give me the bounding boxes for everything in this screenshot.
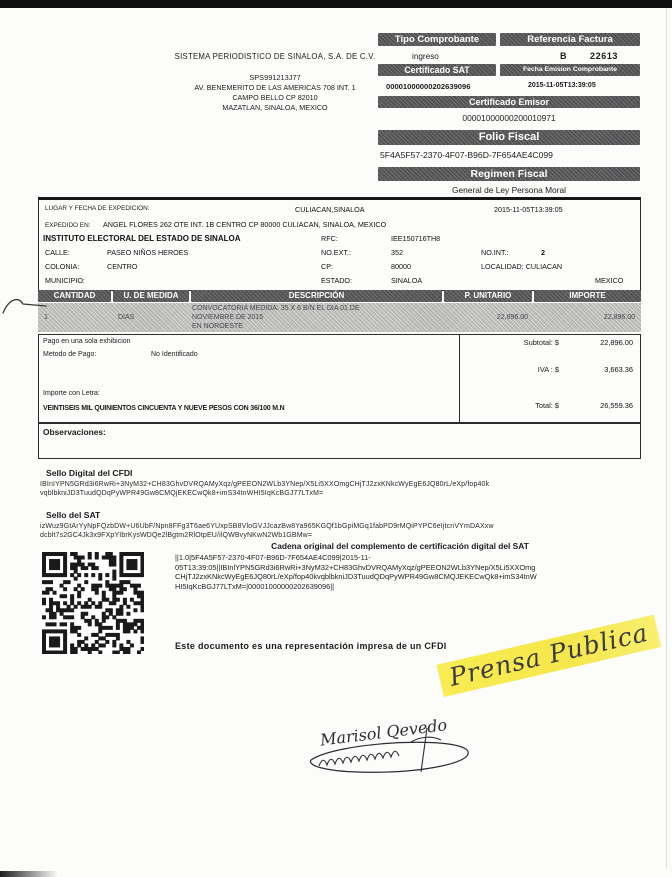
observaciones-label: Observaciones: — [43, 427, 106, 437]
items-table-header — [38, 290, 641, 302]
table-row — [38, 303, 641, 332]
emisor-address3: MAZATLAN, SINALOA, MEXICO — [222, 103, 328, 112]
noint-label: NO.INT.: — [481, 248, 509, 257]
stamp-text: Prensa Publica — [437, 615, 662, 697]
regimen-fiscal-value: General de Ley Persona Moral — [451, 185, 567, 195]
folio-fiscal-value: 5F4A5F57-2370-4F07-B96D-7F654AE4C099 — [380, 150, 553, 160]
item-cantidad: 1 — [44, 314, 48, 321]
cp-label: CP: — [321, 262, 333, 271]
col-unidad: U. DE MEDIDA — [113, 290, 189, 302]
emisor-address1: AV. BENEMERITO DE LAS AMERICAS 708 INT. 1 — [194, 83, 356, 92]
cadena-line2: 05T13:39:05||IBInlYPN5GRd3i6RwRi+3NyM32+CH83GhvDVRQAMyXqz/gPEEON2WLb3YNep/X5Li5XXOmg — [175, 562, 536, 572]
fiscal-block — [378, 33, 640, 195]
sello-cfdi-line2: vqblbkniJD3TuudQDqPyWPR49Gw8CMQjEKECwQk8+imS34tnWHI5IqKcBGJ77LTxM= — [40, 490, 324, 497]
item-descripcion-l3: EN NOROESTE — [192, 323, 243, 330]
importe-letra-label: Importe con Letra: — [43, 390, 100, 397]
item-p-unitario: 22,896.00 — [496, 314, 528, 321]
lugar-fecha-label: LUGAR Y FECHA DE EXPEDICION: — [45, 205, 150, 212]
calle-value: PASEO NIÑOS HEROES — [107, 248, 189, 257]
emisor-block — [140, 52, 410, 112]
emisor-name: SISTEMA PERIODISTICO DE SINALOA, S.A. DE C.V. — [174, 52, 376, 61]
expedido-en-label: EXPEDIDO EN: — [45, 222, 91, 229]
receptor-box — [38, 197, 641, 291]
total-value: 26,559.36 — [600, 401, 633, 410]
fecha-emision-header: Fecha Emision Comprobante — [500, 64, 640, 76]
col-descripcion: DESCRIPCIÓN — [191, 290, 442, 302]
forma-pago-value: Pago en una sola exhibicion — [43, 338, 131, 345]
cp-value: 80000 — [391, 262, 411, 271]
referencia-serie: B — [560, 51, 567, 61]
noint-value: 2 — [541, 248, 545, 257]
scan-right-edge-line — [666, 8, 667, 868]
iva-value: 3,663.36 — [604, 365, 633, 374]
col-cantidad: CANTIDAD — [38, 290, 111, 302]
subtotal-label: Subtotal: $ — [523, 338, 559, 347]
cadena-title: Cadena original del complemento de certificación digital del SAT — [271, 541, 529, 551]
col-importe: IMPORTE — [534, 290, 641, 302]
certificado-sat-header: Certificado SAT — [378, 64, 496, 76]
estado-value: SINALOA — [391, 276, 423, 285]
metodo-pago-label: Metodo de Pago: — [43, 351, 97, 358]
cadena-block — [175, 553, 643, 591]
stamp-container — [438, 617, 672, 710]
fecha-expedicion-value: 2015-11-05T13:39:05 — [494, 205, 563, 214]
referencia-factura-header: Referencia Factura — [500, 33, 640, 46]
item-descripcion-l1: CONVOCATORIA MEDIDA: 35 X 6 B/N EL DIA 01 DE — [192, 305, 360, 312]
emisor-rfc: SPS991213J77 — [249, 73, 301, 82]
fecha-emision-value: 2015-11-05T13:39:05 — [528, 82, 596, 89]
cadena-line4: HI5IqKcBGJ77LTxM=|00001000000202639096|| — [175, 581, 335, 591]
signature-name-text: Marisol Qevedo — [319, 715, 449, 750]
colonia-value: CENTRO — [107, 262, 138, 271]
rfc-label: RFC: — [321, 234, 338, 243]
handwritten-margin-mark — [0, 293, 50, 321]
lugar-fecha-value: CULIACAN,SINALOA — [295, 205, 365, 214]
certificado-sat-value: 00001000000202639096 — [386, 82, 471, 91]
noext-value: 352 — [391, 248, 403, 257]
cadena-line3: CHjTJ2zxKNkcWyEgE6JQ80rL/eXp/fop40kvqblbkniJD3TuudQDqPyWPR49Gw8CMQJEKECwQk8+imS34tnW — [175, 572, 537, 582]
estado-label: ESTADO: — [321, 276, 353, 285]
cadena-line1: ||1.0|5F4A5F57-2370-4F07-B96D-7F654AE4C099|2015-11- — [175, 553, 371, 562]
sello-sat-line2: dcblt7s2GC4Jk3x9FXpYIbrKysWDQe2lBgtm2RlOtpEU/ilQWBvyNKwN2Wb1GBMw= — [40, 532, 313, 539]
qr-code — [42, 552, 144, 654]
certificado-emisor-header: Certificado Emisor — [378, 96, 640, 108]
sello-sat-line1: izWuz9GtArYyNpFQzbDW+U6UbF/Npn8FFg3T6ae6YUxpSB8VloGVJJcazBw8Ya965KGQf1bGpiMGq1fabPD9rMQiPYPC6eIjtcnVYmDAXxw — [40, 523, 494, 530]
col-p-unitario: P. UNITARIO — [444, 290, 532, 302]
subtotal-value: 22,896.00 — [600, 338, 633, 347]
folio-fiscal-header: Folio Fiscal — [378, 130, 640, 145]
regimen-fiscal-header: Regimen Fiscal — [378, 167, 640, 181]
observaciones-box — [38, 423, 641, 459]
referencia-folio: 22613 — [590, 51, 619, 61]
total-label: Total: $ — [535, 401, 559, 410]
scan-top-black-bar — [0, 0, 672, 8]
totals-divider — [459, 335, 460, 422]
sello-cfdi-title: Sello Digital del CFDI — [46, 468, 133, 478]
tipo-comprobante-header: Tipo Comprobante — [378, 33, 496, 46]
noext-label: NO.EXT.: — [321, 248, 351, 257]
item-importe: 22,896.00 — [603, 314, 635, 321]
expedido-en-value: ANGEL FLORES 262 OTE INT. 1B CENTRO CP 80000 CULIACAN, SINALOA, MEXICO — [103, 220, 387, 229]
calle-label: CALLE: — [45, 248, 70, 257]
colonia-label: COLONIA: — [45, 262, 80, 271]
item-descripcion-l2: NOVIEMBRE DE 2015 — [192, 314, 264, 321]
municipio-label: MUNICIPIO: — [45, 276, 85, 285]
sello-sat-title: Sello del SAT — [46, 510, 101, 520]
payment-box — [38, 334, 641, 423]
emisor-address2: CAMPO BELLO CP 82010 — [232, 93, 318, 102]
cfdi-legend: Este documento es una representación impresa de un CFDI — [175, 641, 447, 651]
item-unidad: DIAS — [118, 314, 135, 321]
cliente-nombre: INSTITUTO ELECTORAL DEL ESTADO DE SINALOA — [43, 234, 241, 243]
scan-corner-smudge — [0, 871, 58, 877]
rfc-value: IEE150716TH8 — [391, 234, 441, 243]
pais-value: MEXICO — [595, 276, 624, 285]
metodo-pago-value: No Identificado — [151, 351, 198, 358]
sello-cfdi-line1: IBInIYPN5GRd3i6RwRi+3NyM32+CH83GhvDVRQAMyXqz/gPEEON2WLb3YNep/X5Li5XXOmgCHjTJ2zxKNkcWyEgE6JQ80rL/eXp/fop40k — [40, 481, 490, 488]
certificado-emisor-value: 00001000000200010971 — [462, 113, 556, 123]
localidad-label: LOCALIDAD: CULIACAN — [481, 262, 563, 271]
importe-letra-value: VEINTISEIS MIL QUINIENTOS CINCUENTA Y NUEVE PESOS CON 36/100 M.N — [43, 405, 285, 412]
tipo-comprobante-value: ingreso — [412, 52, 439, 61]
iva-label: IVA : $ — [537, 365, 559, 374]
signature — [295, 712, 505, 790]
